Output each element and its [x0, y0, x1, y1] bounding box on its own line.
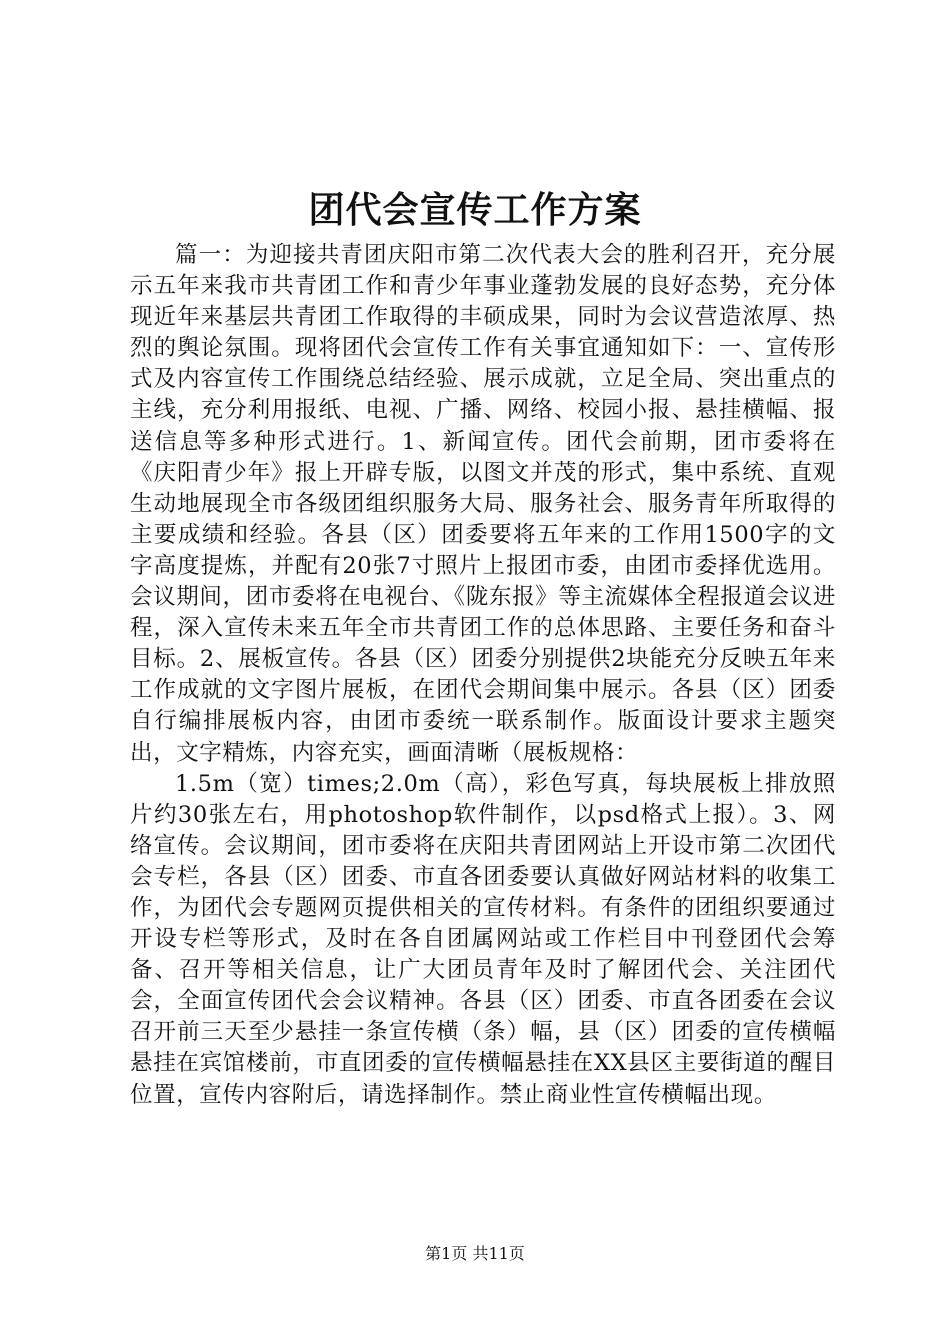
page-footer: 第1页 共11页 [425, 1244, 525, 1263]
document-body [130, 240, 836, 1111]
paragraph-2: 1.5m（宽）times;2.0m（高），彩色写真，每块展板上排放照片约30张左右，用photoshop软件制作，以psd格式上报）。3、网络宣传。会议期间，团市委将在庆阳共青团网站上开设市第二次团代会专栏，各县（区）团委、市直各团委要认真做好网站材料的收集工作，为团代会专题网页提供相关的宣传材料。有条件的团组织要通过开设专栏等形式，及时在各自团属网站或工作栏目中刊登团代会筹备、召开等相关信息，让广大团员青年及时了解团代会、关注团代会，全面宣传团代会会议精神。各县（区）团委、市直各团委在会议召开前三天至少悬挂一条宣传横（条）幅，县（区）团委的宣传横幅悬挂在宾馆楼前，市直团委的宣传横幅悬挂在XX县区主要街道的醒目位置，宣传内容附后，请选择制作。禁止商业性宣传横幅出现。 [130, 770, 836, 1108]
paragraph-1: 篇一：为迎接共青团庆阳市第二次代表大会的胜利召开，充分展示五年来我市共青团工作和青少年事业蓬勃发展的良好态势，充分体现近年来基层共青团工作取得的丰硕成果，同时为会议营造浓厚、热烈的舆论氛围。现将团代会宣传工作有关事宜通知如下：一、宣传形式及内容宣传工作围绕总结经验、展示成就，立足全局、突出重点的主线，充分利用报纸、电视、广播、网络、校园小报、悬挂横幅、报送信息等多种形式进行。1、新闻宣传。团代会前期，团市委将在《庆阳青少年》报上开辟专版，以图文并茂的形式，集中系统、直观生动地展现全市各级团组织服务大局、服务社会、服务青年所取得的主要成绩和经验。各县（区）团委要将五年来的工作用1500字的文字高度提炼，并配有20张7寸照片上报团市委，由团市委择优选用。会议期间，团市委将在电视台、《陇东报》等主流媒体全程报道会议进程，深入宣传未来五年全市共青团工作的总体思路、主要任务和奋斗目标。2、展板宣传。各县（区）团委分别提供2块能充分反映五年来工作成就的文字图片展板，在团代会期间集中展示。各县（区）团委自行编排展板内容，由团市委统一联系制作。版面设计要求主题突出，文字精炼，内容充实，画面清晰（展板规格： [130, 242, 836, 766]
document-title: 团代会宣传工作方案 [308, 189, 642, 231]
